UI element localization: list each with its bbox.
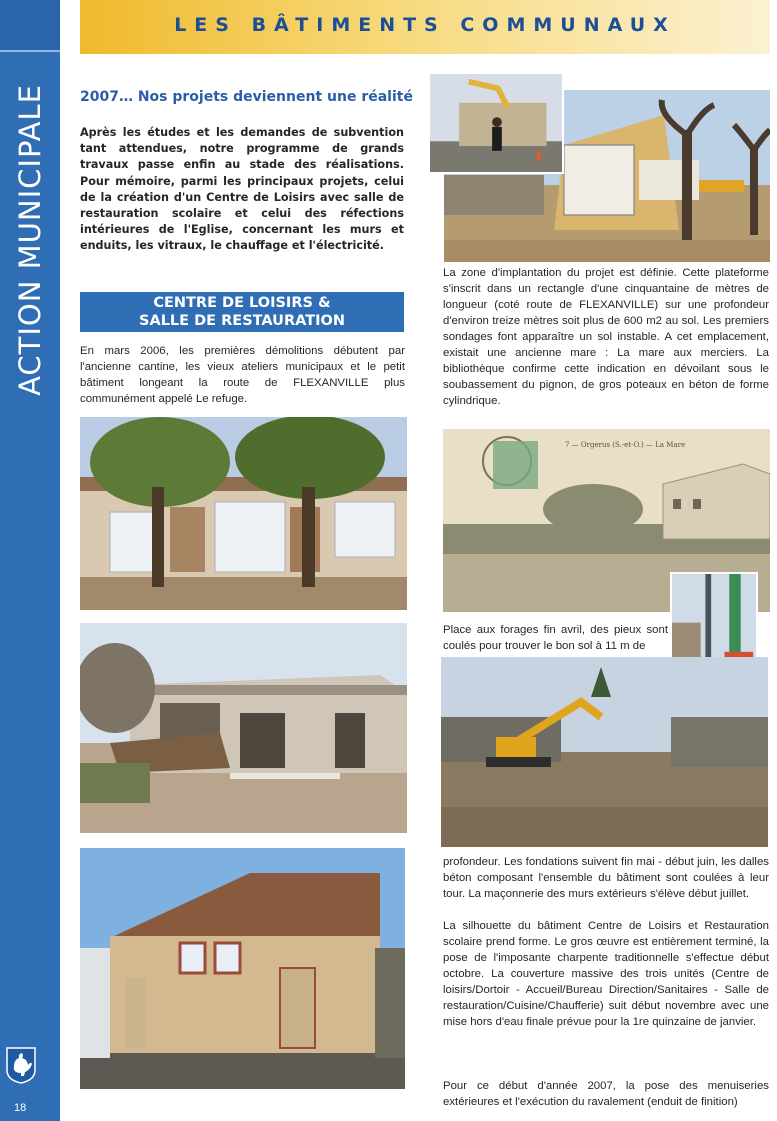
photo-inset-worker <box>428 72 564 174</box>
section-title-line1: CENTRE DE LOISIRS & <box>153 295 331 311</box>
photo-old-canteen <box>80 417 407 610</box>
postcard-caption: 7 — Orgerus (S.-et-O.) — La Mare <box>565 441 686 449</box>
right-paragraph-2: Place aux forages fin avril, des pieux sont coulés pour trouver le bon sol à 11 m de <box>443 624 668 652</box>
right-paragraph-3c: Pour ce début d'année 2007, la pose des menuiseries extérieures et l'exécution du ravalement (enduit de finition) <box>443 1080 769 1108</box>
intro-heading: 2007… Nos projets deviennent une réalité <box>80 89 413 105</box>
right-paragraph-3a: profondeur. Les fondations suivent fin mai - début juin, les dalles béton composant l'ensemble du bâtiment sont coulées à leur tour. La maçonnerie des murs extérieurs s'élève début juillet. <box>443 856 769 900</box>
section-paragraph: En mars 2006, les premières démolitions débutent par l'ancienne cantine, les vieux ateliers municipaux et le petit bâtiment longeant la route de FLEXANVILLE plus communément appelé Le refuge. <box>80 345 405 405</box>
section-banner <box>80 292 404 332</box>
sidebar <box>0 0 60 1121</box>
photo-workshop-demolition <box>80 623 407 833</box>
photo-excavator <box>441 657 768 847</box>
section-title-line2: SALLE DE RESTAURATION <box>139 313 345 329</box>
sidebar-title: ACTION MUNICIPALE <box>13 84 47 396</box>
intro-paragraph: Après les études et les demandes de subvention tant attendues, notre programme de grands travaux passe enfin au stade des réalisations. Pour mémoire, parmi les principaux projets, celui de la création d'un Centre de Loisirs avec salle de restauration scolaire et celui des réfections intérieures de l'Eglise, concernant les murs et enduits, les vitraux, le chauffage et l'électricité. <box>80 126 404 253</box>
photo-le-refuge <box>80 848 405 1089</box>
page-number: 18 <box>14 1102 27 1114</box>
rooster-logo-icon <box>5 1046 37 1084</box>
page-title: LES BÂTIMENTS COMMUNAUX <box>174 14 676 36</box>
right-paragraph-1: La zone d'implantation du projet est définie. Cette plateforme s'inscrit dans un rectangle d'une cinquantaine de mètres de longueur (coté route de FLEXANVILLE) sur une profondeur d'environ treize mètres soit plus de 600 m2 au sol. Les premiers sondages font apparaître un sol instable. A cet emplacement, existait une ancienne mare : La mare aux merciers. La bibliothèque confirme cette indication en dévoilant sous le soubassement du pignon, de gros poteaux en béton de forme cylindrique. <box>443 267 769 407</box>
header-band <box>80 0 770 54</box>
right-paragraph-3b: La silhouette du bâtiment Centre de Loisirs et Restauration scolaire prend forme. Le gros œuvre est entièrement terminé, la pose de l'imposante charpente traditionnelle s'effectue début octobre. La couverture massive des trois unités (Centre de loisirs/Dortoir - Accueil/Bureau Direction/Sanitaires - Salle de restauration/Cuisine/Chaufferie) suit début novembre avec une mise hors d'eau finale prévue pour la 1re quinzaine de janvier. <box>443 920 769 1028</box>
sidebar-cap <box>0 0 60 52</box>
